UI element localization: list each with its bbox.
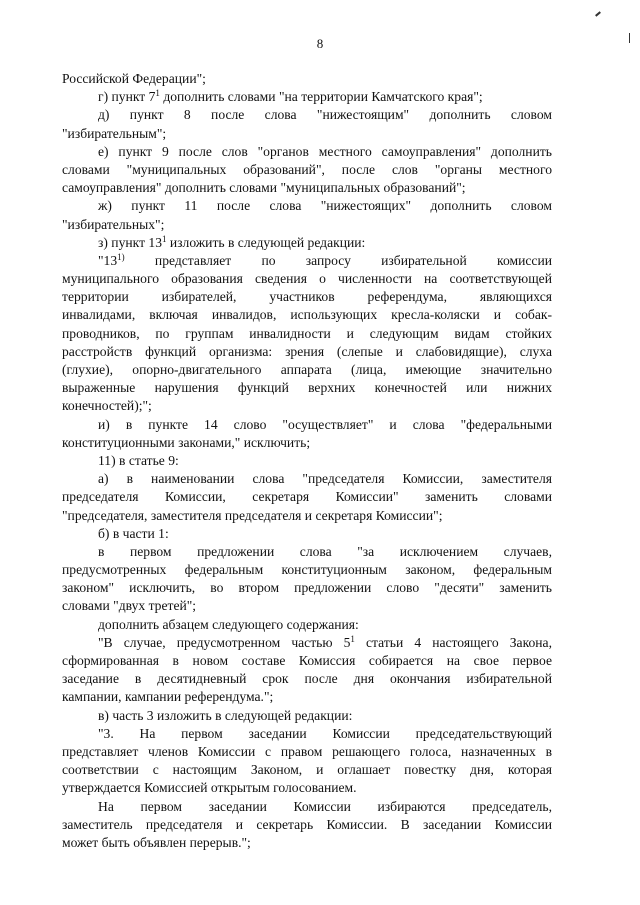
line-text: дополнить абзацем следующего содержания:	[98, 616, 359, 632]
line-text: а) в наименовании слова "председателя Комиссии, заместителя	[98, 471, 552, 487]
line-text-continuation: статьи 4 настоящего Закона,	[354, 634, 552, 650]
line-text: заседание в десятидневный срок после дня окончания избирательной	[62, 671, 552, 687]
line-text: "избирательным";	[62, 125, 167, 141]
line-text: д) пункт 8 после слова "нижестоящим" дополнить словом	[98, 107, 552, 123]
line-text: сформированная в новом составе Комиссия собирается на свое первое	[62, 653, 552, 668]
document-body	[62, 70, 552, 852]
line-text: в первом предложении слова "за исключением случаев,	[98, 543, 552, 559]
text-line	[62, 543, 552, 561]
text-line	[62, 798, 552, 816]
text-line	[62, 670, 552, 688]
text-line	[62, 816, 552, 834]
line-text: (глухие), опорно-двигательного аппарата (лица, имеющие значительно	[62, 362, 552, 377]
text-line	[62, 306, 552, 324]
line-text: заместитель председателя и секретарь Комиссии. В заседании Комиссии	[62, 816, 552, 832]
text-line	[62, 325, 552, 343]
line-text: законом" исключить, во втором предложении слово "десяти" заменить	[62, 580, 552, 596]
line-text-continuation: изложить в следующей редакции:	[166, 234, 366, 250]
line-text: в) часть 3 изложить в следующей редакции:	[98, 707, 353, 723]
line-text-continuation: представляет по запросу избирательной комиссии	[124, 252, 552, 268]
text-line	[62, 397, 552, 415]
text-line	[62, 416, 552, 434]
text-line	[62, 597, 552, 615]
line-text: "3. На первом заседании Комиссии председательствующий	[98, 725, 552, 741]
text-line	[62, 743, 552, 761]
text-line	[62, 779, 552, 797]
text-line	[62, 361, 552, 379]
line-text: словами "муниципальных образований", после слов "органы местного	[62, 161, 552, 177]
text-line	[62, 688, 552, 706]
line-text: г) пункт 7	[98, 89, 156, 105]
text-line	[62, 507, 552, 525]
line-text: инвалидами, включая инвалидов, использующих кресла-коляски и собак-	[62, 307, 552, 323]
line-text: и) в пункте 14 слово "осуществляет" и слова "федеральными	[98, 416, 552, 432]
text-line	[62, 70, 552, 88]
line-text: з) пункт 13	[98, 234, 162, 250]
text-line	[62, 525, 552, 543]
text-line	[62, 561, 552, 579]
line-text: На первом заседании Комиссии избираются председатель,	[98, 798, 552, 814]
superscript: 1)	[117, 251, 125, 262]
superscript: 1	[350, 633, 355, 644]
scan-artifact-mark	[629, 33, 630, 43]
superscript: 1	[155, 88, 160, 99]
text-line	[62, 634, 552, 652]
line-text: е) пункт 9 после слов "органов местного самоуправления" дополнить	[98, 143, 552, 159]
text-line	[62, 234, 552, 252]
text-line	[62, 470, 552, 488]
text-line	[62, 761, 552, 779]
text-line	[62, 161, 552, 179]
superscript: 1	[162, 233, 167, 244]
text-line	[62, 252, 552, 270]
text-line	[62, 379, 552, 397]
line-text: проводников, по группам инвалидности и следующим видам стойких	[62, 325, 552, 341]
text-line	[62, 434, 552, 452]
text-line	[62, 725, 552, 743]
text-line	[62, 270, 552, 288]
text-line	[62, 579, 552, 597]
line-text: ж) пункт 11 после слова "нижестоящих" дополнить словом	[98, 198, 552, 214]
line-text: кампании, кампании референдума.";	[62, 689, 274, 705]
line-text: словами "двух третей";	[62, 598, 197, 614]
text-line	[62, 652, 552, 670]
line-text: утверждается Комиссией открытым голосованием.	[62, 780, 357, 796]
text-line	[62, 488, 552, 506]
page-number: 8	[316, 36, 324, 51]
line-text: 11) в статье 9:	[98, 452, 179, 468]
line-text: предусмотренных федеральным конституционным законом, федеральным	[62, 562, 552, 578]
line-text: территории избирателей, участников референдума, являющихся	[62, 289, 552, 305]
text-line	[62, 707, 552, 725]
text-line	[62, 452, 552, 470]
line-text: соответствии с настоящим Законом, и оглашает повестку дня, которая	[62, 762, 552, 778]
text-line	[62, 216, 552, 234]
line-text: расстройств функций организма: зрения (слепые и слабовидящие), слуха	[62, 343, 552, 359]
line-text: может быть объявлен перерыв.";	[62, 834, 251, 850]
text-line	[62, 343, 552, 361]
line-text: конечностей);";	[62, 398, 152, 414]
line-text: муниципального образования сведения о численности на соответствующей	[62, 271, 552, 287]
line-text: конституционными законами," исключить;	[62, 434, 311, 450]
line-text: "13	[98, 252, 118, 268]
text-line	[62, 834, 552, 852]
text-line	[62, 179, 552, 197]
line-text: представляет членов Комиссии с правом решающего голоса, назначенных в	[62, 743, 552, 759]
line-text: председателя Комиссии, секретаря Комиссии" заменить словами	[62, 489, 552, 505]
line-text: "В случае, предусмотренном частью 5	[98, 634, 351, 650]
text-line	[62, 616, 552, 634]
line-text: б) в части 1:	[98, 525, 169, 541]
line-text: "избирательных";	[62, 216, 165, 232]
text-line	[62, 288, 552, 306]
text-line	[62, 88, 552, 106]
scan-artifact-mark	[595, 11, 601, 16]
line-text: самоуправления" дополнить словами "муниципальных образований";	[62, 180, 466, 196]
line-text-continuation: дополнить словами "на территории Камчатского края";	[159, 89, 483, 105]
line-text: "председателя, заместителя председателя и секретаря Комиссии";	[62, 507, 443, 523]
text-line	[62, 106, 552, 124]
line-text: Российской Федерации";	[62, 71, 206, 86]
text-line	[62, 197, 552, 215]
text-line	[62, 143, 552, 161]
line-text: выраженные нарушения функций верхних конечностей или нижних	[62, 380, 552, 396]
text-line	[62, 125, 552, 143]
